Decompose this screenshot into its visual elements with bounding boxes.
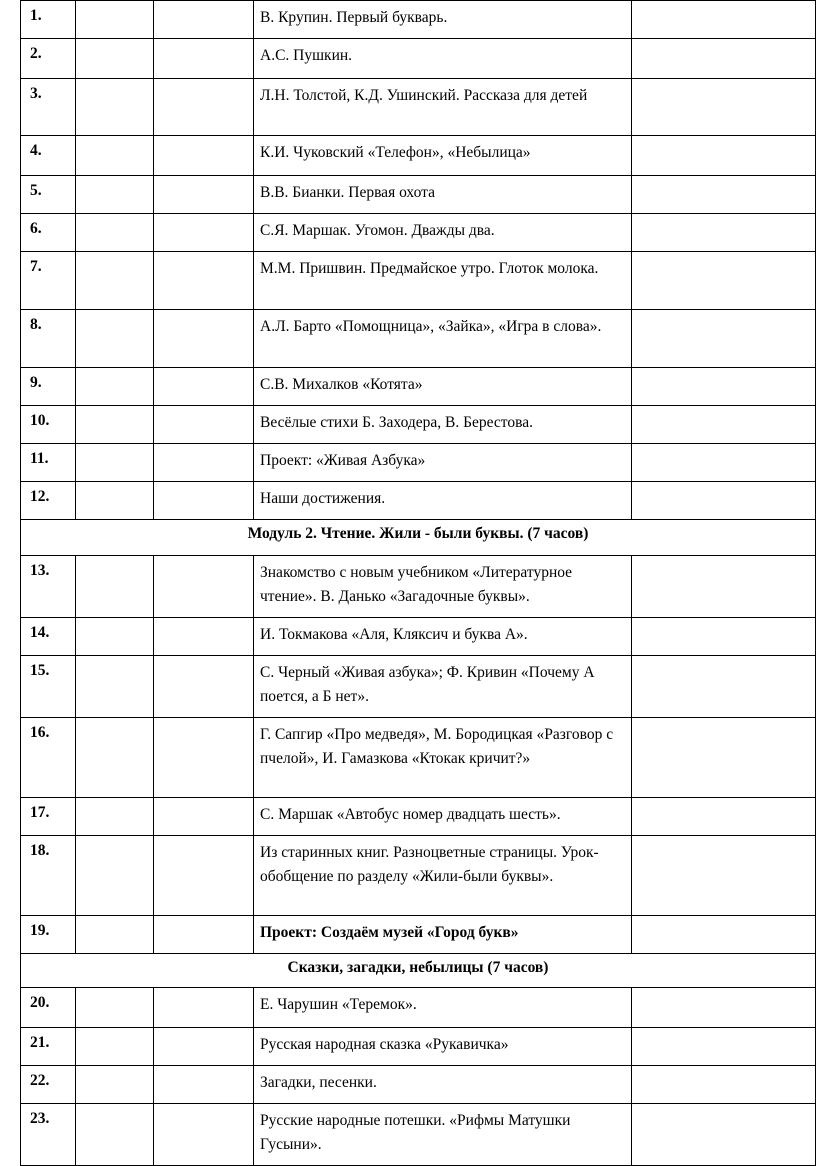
empty-cell: [154, 136, 254, 176]
empty-cell: [76, 618, 154, 656]
lesson-number: 15.: [21, 656, 76, 718]
empty-cell: [632, 39, 816, 79]
lesson-row: [21, 1104, 816, 1166]
empty-cell: [632, 1, 816, 39]
empty-cell: [632, 252, 816, 310]
lesson-number: 5.: [21, 176, 76, 214]
lesson-row: [21, 1, 816, 39]
empty-cell: [154, 1, 254, 39]
lesson-number: 11.: [21, 444, 76, 482]
empty-cell: [154, 916, 254, 954]
lesson-title: С.Я. Маршак. Угомон. Дважды два.: [254, 214, 632, 252]
empty-cell: [632, 136, 816, 176]
lesson-number: 18.: [21, 836, 76, 916]
lesson-number: 6.: [21, 214, 76, 252]
section-title: Сказки, загадки, небылицы (7 часов): [21, 954, 816, 988]
empty-cell: [632, 1104, 816, 1166]
lesson-number: 3.: [21, 79, 76, 136]
lesson-row: [21, 482, 816, 520]
empty-cell: [76, 39, 154, 79]
empty-cell: [632, 214, 816, 252]
empty-cell: [154, 1028, 254, 1066]
lesson-title: И. Токмакова «Аля, Кляксич и буква А».: [254, 618, 632, 656]
empty-cell: [76, 656, 154, 718]
empty-cell: [632, 406, 816, 444]
empty-cell: [154, 368, 254, 406]
lesson-number: 13.: [21, 556, 76, 618]
lesson-title: А.Л. Барто «Помощница», «Зайка», «Игра в слова».: [254, 310, 632, 368]
lesson-number: 21.: [21, 1028, 76, 1066]
lesson-row: [21, 1028, 816, 1066]
lesson-title: Знакомство с новым учебником «Литературное чтение». В. Данько «Загадочные буквы».: [254, 556, 632, 618]
empty-cell: [76, 136, 154, 176]
empty-cell: [76, 214, 154, 252]
empty-cell: [154, 988, 254, 1028]
lesson-title: В. Крупин. Первый букварь.: [254, 1, 632, 39]
empty-cell: [154, 836, 254, 916]
empty-cell: [632, 618, 816, 656]
lesson-title: Весёлые стихи Б. Заходера, В. Берестова.: [254, 406, 632, 444]
empty-cell: [632, 310, 816, 368]
lesson-row: [21, 798, 816, 836]
lesson-title: Проект: Создаём музей «Город букв»: [254, 916, 632, 954]
empty-cell: [76, 444, 154, 482]
lesson-title: Л.Н. Толстой, К.Д. Ушинский. Рассказа для детей: [254, 79, 632, 136]
empty-cell: [76, 798, 154, 836]
empty-cell: [154, 39, 254, 79]
lesson-row: [21, 718, 816, 798]
lesson-title: М.М. Пришвин. Предмайское утро. Глоток молока.: [254, 252, 632, 310]
lesson-row: [21, 39, 816, 79]
empty-cell: [76, 1028, 154, 1066]
lesson-title: А.С. Пушкин.: [254, 39, 632, 79]
empty-cell: [632, 482, 816, 520]
lesson-number: 4.: [21, 136, 76, 176]
empty-cell: [154, 718, 254, 798]
lesson-title: Г. Сапгир «Про медведя», М. Бородицкая «Разговор с пчелой», И. Гамазкова «Ктокак кричит?»: [254, 718, 632, 798]
lesson-table-body: [21, 1, 816, 1166]
lesson-row: [21, 988, 816, 1028]
lesson-number: 23.: [21, 1104, 76, 1166]
lesson-title: Из старинных книг. Разноцветные страницы. Урок-обобщение по разделу «Жили-были буквы».: [254, 836, 632, 916]
empty-cell: [76, 368, 154, 406]
empty-cell: [76, 1104, 154, 1166]
lesson-row: [21, 368, 816, 406]
section-title: Модуль 2. Чтение. Жили - были буквы. (7 часов): [21, 520, 816, 556]
lesson-number: 14.: [21, 618, 76, 656]
lesson-number: 17.: [21, 798, 76, 836]
empty-cell: [76, 988, 154, 1028]
lesson-row: [21, 214, 816, 252]
lesson-title: С. Маршак «Автобус номер двадцать шесть».: [254, 798, 632, 836]
empty-cell: [154, 79, 254, 136]
empty-cell: [76, 252, 154, 310]
empty-cell: [76, 79, 154, 136]
empty-cell: [154, 1104, 254, 1166]
lesson-number: 20.: [21, 988, 76, 1028]
empty-cell: [632, 556, 816, 618]
empty-cell: [154, 556, 254, 618]
lesson-number: 16.: [21, 718, 76, 798]
lesson-row: [21, 836, 816, 916]
empty-cell: [154, 618, 254, 656]
lesson-title: С. Черный «Живая азбука»; Ф. Кривин «Почему А поется, а Б нет».: [254, 656, 632, 718]
empty-cell: [76, 310, 154, 368]
lesson-title: К.И. Чуковский «Телефон», «Небылица»: [254, 136, 632, 176]
lesson-number: 7.: [21, 252, 76, 310]
lesson-number: 8.: [21, 310, 76, 368]
empty-cell: [76, 482, 154, 520]
lesson-row: [21, 618, 816, 656]
empty-cell: [154, 406, 254, 444]
empty-cell: [154, 444, 254, 482]
empty-cell: [76, 176, 154, 214]
lesson-title: В.В. Бианки. Первая охота: [254, 176, 632, 214]
lesson-title: Проект: «Живая Азбука»: [254, 444, 632, 482]
empty-cell: [76, 836, 154, 916]
lesson-row: [21, 556, 816, 618]
empty-cell: [632, 798, 816, 836]
lesson-number: 2.: [21, 39, 76, 79]
empty-cell: [632, 79, 816, 136]
lesson-row: [21, 916, 816, 954]
empty-cell: [76, 718, 154, 798]
lesson-title: Русская народная сказка «Рукавичка»: [254, 1028, 632, 1066]
empty-cell: [154, 310, 254, 368]
lesson-number: 22.: [21, 1066, 76, 1104]
empty-cell: [154, 798, 254, 836]
empty-cell: [76, 406, 154, 444]
empty-cell: [632, 836, 816, 916]
empty-cell: [632, 1028, 816, 1066]
lesson-title: Е. Чарушин «Теремок».: [254, 988, 632, 1028]
empty-cell: [632, 718, 816, 798]
lesson-row: [21, 656, 816, 718]
empty-cell: [154, 252, 254, 310]
lesson-row: [21, 406, 816, 444]
lesson-title: Загадки, песенки.: [254, 1066, 632, 1104]
empty-cell: [632, 176, 816, 214]
lesson-number: 9.: [21, 368, 76, 406]
lesson-row: [21, 1066, 816, 1104]
empty-cell: [632, 1066, 816, 1104]
empty-cell: [76, 1066, 154, 1104]
empty-cell: [632, 916, 816, 954]
empty-cell: [76, 1, 154, 39]
lesson-number: 1.: [21, 1, 76, 39]
lesson-title: Русские народные потешки. «Рифмы Матушки Гусыни».: [254, 1104, 632, 1166]
lesson-number: 12.: [21, 482, 76, 520]
empty-cell: [632, 368, 816, 406]
empty-cell: [154, 176, 254, 214]
lesson-row: [21, 176, 816, 214]
empty-cell: [76, 556, 154, 618]
section-header-row: [21, 954, 816, 988]
empty-cell: [154, 482, 254, 520]
lesson-title: Наши достижения.: [254, 482, 632, 520]
empty-cell: [76, 916, 154, 954]
document-page: [20, 0, 815, 1166]
lesson-row: [21, 252, 816, 310]
empty-cell: [632, 656, 816, 718]
lesson-row: [21, 79, 816, 136]
lesson-row: [21, 444, 816, 482]
empty-cell: [154, 214, 254, 252]
empty-cell: [632, 988, 816, 1028]
empty-cell: [154, 656, 254, 718]
lesson-table: [20, 0, 816, 1166]
lesson-number: 10.: [21, 406, 76, 444]
section-header-row: [21, 520, 816, 556]
empty-cell: [154, 1066, 254, 1104]
empty-cell: [632, 444, 816, 482]
lesson-row: [21, 136, 816, 176]
lesson-title: С.В. Михалков «Котята»: [254, 368, 632, 406]
lesson-number: 19.: [21, 916, 76, 954]
lesson-row: [21, 310, 816, 368]
